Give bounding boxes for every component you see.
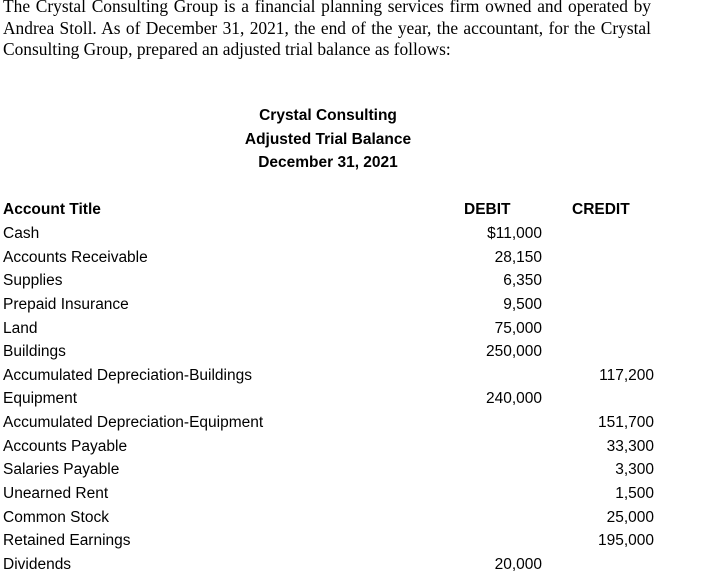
debit-amount: 28,150 (494, 248, 542, 266)
credit-amount: 117,200 (599, 366, 654, 384)
company-name: Crystal Consulting (259, 107, 397, 124)
intro-paragraph: The Crystal Consulting Group is a financial planning services firm owned and operated by Andrea Stoll. As of December 31, 2021, the end of the year, the accountant, for the Crystal Consulting Group, prepared an adjusted trial balance as follows: (3, 0, 651, 60)
account-row (0, 366, 704, 390)
account-title: Accounts Receivable (3, 248, 148, 266)
account-title: Land (3, 319, 38, 337)
account-title: Accounts Payable (3, 437, 128, 455)
trial-balance-rows (0, 224, 704, 579)
account-row (0, 248, 704, 272)
credit-header: CREDIT (572, 201, 630, 218)
debit-amount: 9,500 (503, 295, 542, 313)
account-title: Buildings (3, 343, 66, 361)
account-title: Unearned Rent (3, 485, 109, 503)
credit-amount: 25,000 (606, 508, 654, 526)
credit-amount: 1,500 (615, 485, 654, 503)
credit-amount: 3,300 (615, 461, 654, 479)
account-title: Prepaid Insurance (3, 295, 129, 313)
account-title: Cash (3, 225, 40, 242)
account-row (0, 389, 704, 413)
account-row (0, 319, 704, 343)
debit-amount: 240,000 (485, 390, 542, 408)
debit-amount: $11,000 (487, 225, 542, 242)
account-row (0, 484, 704, 508)
account-row (0, 437, 704, 461)
account-title: Common Stock (3, 508, 109, 526)
account-row (0, 555, 704, 579)
account-title-header: Account Title (3, 201, 101, 218)
account-row (0, 271, 704, 295)
debit-amount: 20,000 (494, 555, 542, 573)
debit-amount: 6,350 (503, 272, 542, 290)
account-row (0, 413, 704, 437)
account-title: Retained Earnings (3, 532, 131, 550)
account-title: Dividends (3, 555, 72, 573)
account-title: Supplies (3, 272, 63, 290)
report-title: Adjusted Trial Balance (244, 131, 412, 148)
account-title: Accumulated Depreciation-Equipment (3, 414, 264, 432)
debit-amount: 75,000 (494, 319, 542, 337)
account-row (0, 460, 704, 484)
credit-amount: 33,300 (606, 437, 654, 455)
account-title: Accumulated Depreciation-Buildings (3, 366, 252, 384)
debit-header: DEBIT (464, 201, 511, 218)
account-row (0, 342, 704, 366)
credit-amount: 151,700 (597, 414, 654, 432)
account-row (0, 224, 704, 248)
account-row (0, 531, 704, 555)
report-date: December 31, 2021 (258, 154, 398, 171)
account-row (0, 295, 704, 319)
credit-amount: 195,000 (597, 532, 654, 550)
account-title: Salaries Payable (3, 461, 120, 479)
debit-amount: 250,000 (485, 343, 542, 361)
account-title: Equipment (3, 390, 78, 408)
account-row (0, 508, 704, 532)
